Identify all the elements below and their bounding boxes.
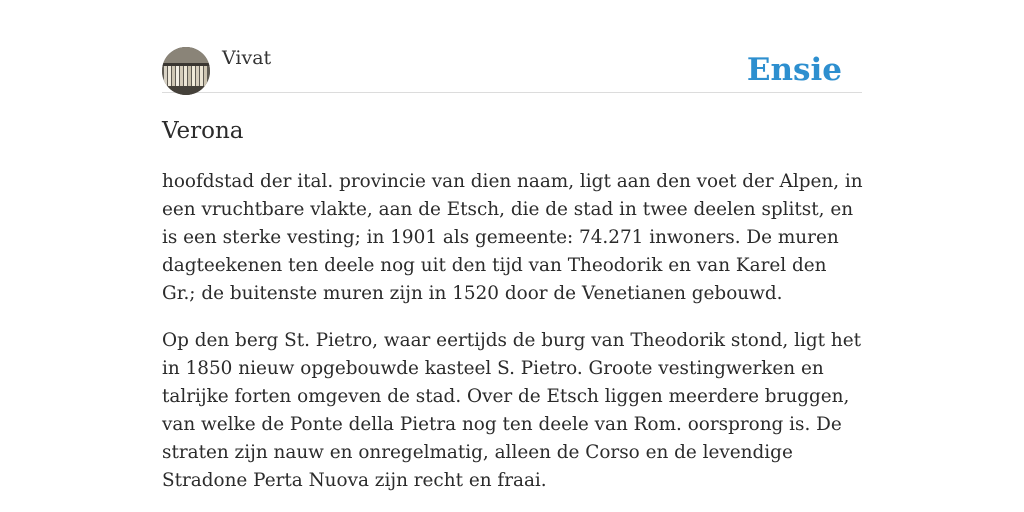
brand-logo[interactable]: Ensie xyxy=(746,52,842,88)
header xyxy=(162,0,862,93)
article-paragraph: Op den berg St. Pietro, waar eertijds de burg van Theodorik stond, ligt het in 1850 nieuw opgebouwde kasteel S. Pietro. Groote vestingwerken en talrijke forten omgeven de stad. Over de Etsch liggen meerdere bruggen, van welke de Ponte della Pietra nog ten deele van Rom. oorsprong is. De straten zijn nauw en onregelmatig, alleen de Corso en de levendige Stradone Perta Nuova zijn recht en fraai. xyxy=(162,330,862,491)
article-body xyxy=(162,168,864,512)
article-paragraph: hoofdstad der ital. provincie van dien naam, ligt aan den voet der Alpen, in een vruchtbare vlakte, aan de Etsch, die de stad in twee deelen splitst, en is een sterke vesting; in 1901 als gemeente: 74.271 inwoners. De muren dagteekenen ten deele nog uit den tijd van Theodorik en van Karel den Gr.; de buitenste muren zijn in 1520 door de Venetianen gebouwd. xyxy=(162,171,863,304)
author-avatar[interactable] xyxy=(162,47,210,95)
article-title: Verona xyxy=(162,118,244,144)
page xyxy=(162,0,863,491)
author-name[interactable]: Vivat xyxy=(222,47,272,69)
library-bookshelf-photo-icon xyxy=(162,47,210,95)
